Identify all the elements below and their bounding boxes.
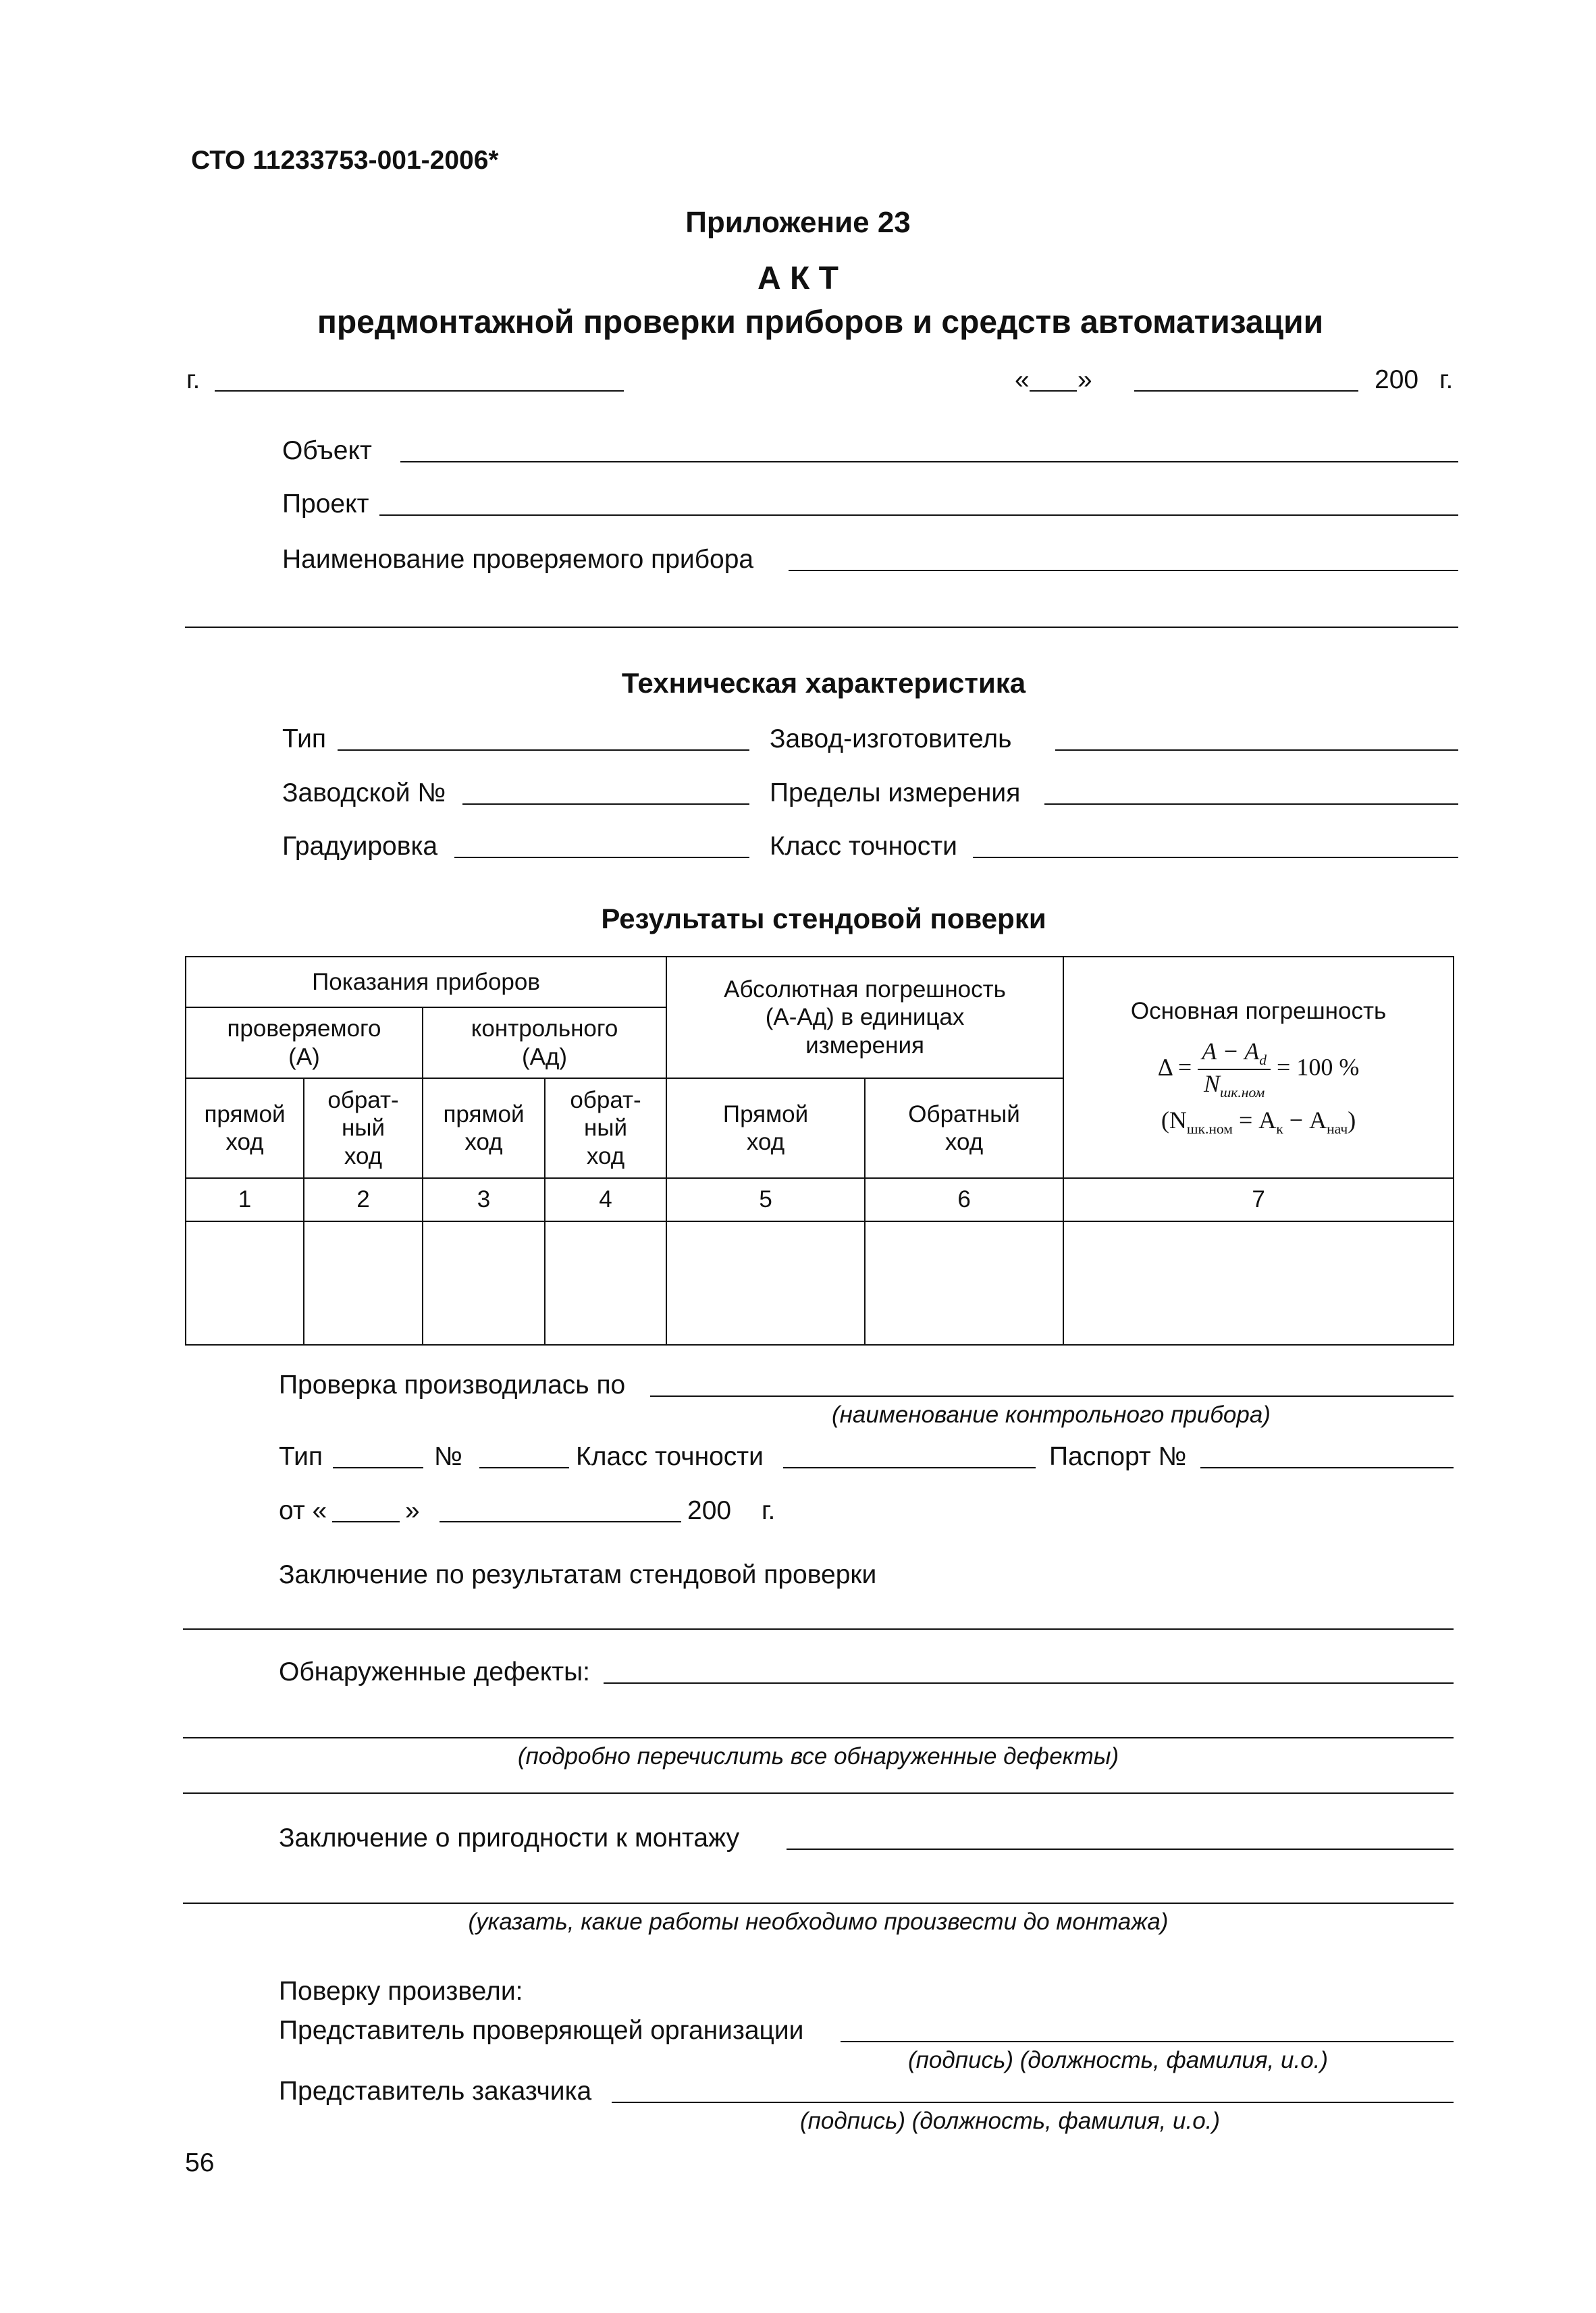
graduation-field[interactable]	[454, 857, 749, 858]
column-number: 1	[186, 1178, 304, 1221]
abs-reverse-header: Обратный ход	[865, 1078, 1063, 1178]
data-cell[interactable]	[423, 1221, 545, 1345]
from-year-suffix: г.	[762, 1496, 776, 1525]
data-cell[interactable]	[545, 1221, 666, 1345]
data-cell[interactable]	[666, 1221, 865, 1345]
customer-rep-signature-field[interactable]	[612, 2102, 1454, 2103]
check-number-field[interactable]	[479, 1467, 569, 1468]
defects-label: Обнаруженные дефекты:	[279, 1657, 590, 1686]
object-field[interactable]	[400, 461, 1458, 462]
control-device-hint: (наименование контрольного прибора)	[832, 1402, 1271, 1428]
page-number: 56	[185, 2148, 215, 2177]
stand-conclusion-field[interactable]	[183, 1628, 1454, 1630]
performed-by-label: Проверка производилась по	[279, 1371, 626, 1400]
performed-label: Поверку произвели:	[279, 1977, 523, 2006]
manufacturer-label: Завод-изготовитель	[770, 724, 1012, 753]
date-quote-close: »	[1078, 365, 1092, 394]
data-cell[interactable]	[304, 1221, 423, 1345]
serial-field[interactable]	[462, 803, 749, 805]
suitability-hint: (указать, какие работы необходимо произвести до монтажа)	[468, 1909, 1169, 1935]
org-rep-signature-field[interactable]	[841, 2041, 1454, 2042]
control-device-field[interactable]	[650, 1395, 1454, 1397]
results-heading: Результаты стендовой поверки	[601, 903, 1046, 934]
defects-field[interactable]	[604, 1682, 1454, 1684]
results-table	[185, 956, 1454, 1346]
device-name-field[interactable]	[789, 570, 1458, 571]
passport-label: Паспорт №	[1049, 1442, 1187, 1471]
suitability-label: Заключение о пригодности к монтажу	[279, 1824, 740, 1853]
from-label: от «	[279, 1496, 327, 1525]
appendix-title: Приложение 23	[685, 206, 911, 239]
abs-error-header: Абсолютная погрешность (А-Ад) в единицах измерения	[666, 957, 1063, 1078]
customer-rep-label: Представитель заказчика	[279, 2077, 592, 2106]
main-error-formula: Δ = $\frac{A - A_d}{N_{шк.ном}}$ = 100 %	[1157, 1037, 1360, 1100]
suitability-field[interactable]	[787, 1849, 1454, 1850]
customer-rep-hint: (подпись) (должность, фамилия, и.о.)	[800, 2108, 1221, 2134]
check-type-label: Тип	[279, 1442, 323, 1471]
project-field[interactable]	[379, 514, 1458, 516]
tech-heading: Техническая характеристика	[621, 667, 1026, 699]
city-field[interactable]	[215, 390, 624, 392]
data-cell[interactable]	[1063, 1221, 1454, 1345]
project-label: Проект	[282, 489, 369, 519]
data-cell[interactable]	[186, 1221, 304, 1345]
serial-label: Заводской №	[282, 778, 446, 807]
month-field[interactable]	[1134, 390, 1358, 392]
accuracy-field[interactable]	[973, 857, 1458, 858]
org-rep-label: Представитель проверяющей организации	[279, 2016, 804, 2045]
check-accuracy-field[interactable]	[783, 1467, 1036, 1468]
defects-hint: (подробно перечислить все обнаруженные дефекты)	[517, 1743, 1119, 1770]
device-name-field-continued[interactable]	[185, 627, 1458, 628]
defects-field-extra[interactable]	[183, 1792, 1454, 1794]
column-number: 3	[423, 1178, 545, 1221]
tested-reverse-header: обрат- ный ход	[304, 1078, 423, 1178]
control-reverse-header: обрат- ный ход	[545, 1078, 666, 1178]
check-type-field[interactable]	[333, 1467, 423, 1468]
date-year: 200	[1375, 365, 1419, 394]
accuracy-label: Класс точности	[770, 832, 957, 861]
range-label: Пределы измерения	[770, 778, 1021, 807]
tested-forward-header: прямой ход	[186, 1078, 304, 1178]
column-number: 5	[666, 1178, 865, 1221]
from-quote-close: »	[405, 1496, 420, 1525]
nominal-scale-formula: $(N_{шк.ном} = А_к - А_{нач})$	[1161, 1106, 1356, 1137]
from-day-field[interactable]	[332, 1521, 400, 1522]
act-subtitle: предмонтажной проверки приборов и средств автоматизации	[317, 304, 1324, 340]
column-number: 7	[1063, 1178, 1454, 1221]
main-error-header: Основная погрешность Δ = $\frac{A - A_d}{N_{шк.ном}}$ = 100 % $(N_{шк.ном} = А_к - А_{нач})$	[1063, 957, 1454, 1178]
city-prefix: г.	[186, 365, 201, 394]
act-title: А К Т	[757, 261, 839, 296]
check-number-label: №	[434, 1442, 462, 1471]
date-year-suffix: г.	[1439, 365, 1454, 394]
abs-forward-header: Прямой ход	[666, 1078, 865, 1178]
control-forward-header: прямой ход	[423, 1078, 545, 1178]
day-field[interactable]	[1030, 390, 1077, 392]
stand-conclusion-label: Заключение по результатам стендовой проверки	[279, 1560, 877, 1589]
control-header: контрольного (Ад)	[423, 1007, 666, 1078]
graduation-label: Градуировка	[282, 832, 438, 861]
column-number: 2	[304, 1178, 423, 1221]
check-accuracy-label: Класс точности	[576, 1442, 764, 1471]
tested-header: проверяемого (А)	[186, 1007, 423, 1078]
column-number: 6	[865, 1178, 1063, 1221]
manufacturer-field[interactable]	[1055, 749, 1458, 751]
column-number: 4	[545, 1178, 666, 1221]
type-field[interactable]	[338, 749, 749, 751]
passport-field[interactable]	[1200, 1467, 1454, 1468]
from-month-field[interactable]	[440, 1521, 681, 1522]
device-name-label: Наименование проверяемого прибора	[282, 545, 754, 574]
type-label: Тип	[282, 724, 327, 753]
readings-header: Показания приборов	[186, 957, 666, 1007]
data-cell[interactable]	[865, 1221, 1063, 1345]
defects-field-continued[interactable]	[183, 1737, 1454, 1738]
org-rep-hint: (подпись) (должность, фамилия, и.о.)	[908, 2047, 1329, 2073]
from-year: 200	[687, 1496, 732, 1525]
date-quote-open: «	[1015, 365, 1030, 394]
suitability-field-continued[interactable]	[183, 1903, 1454, 1904]
range-field[interactable]	[1044, 803, 1458, 805]
object-label: Объект	[282, 436, 372, 465]
document-code: СТО 11233753-001-2006*	[191, 146, 499, 175]
